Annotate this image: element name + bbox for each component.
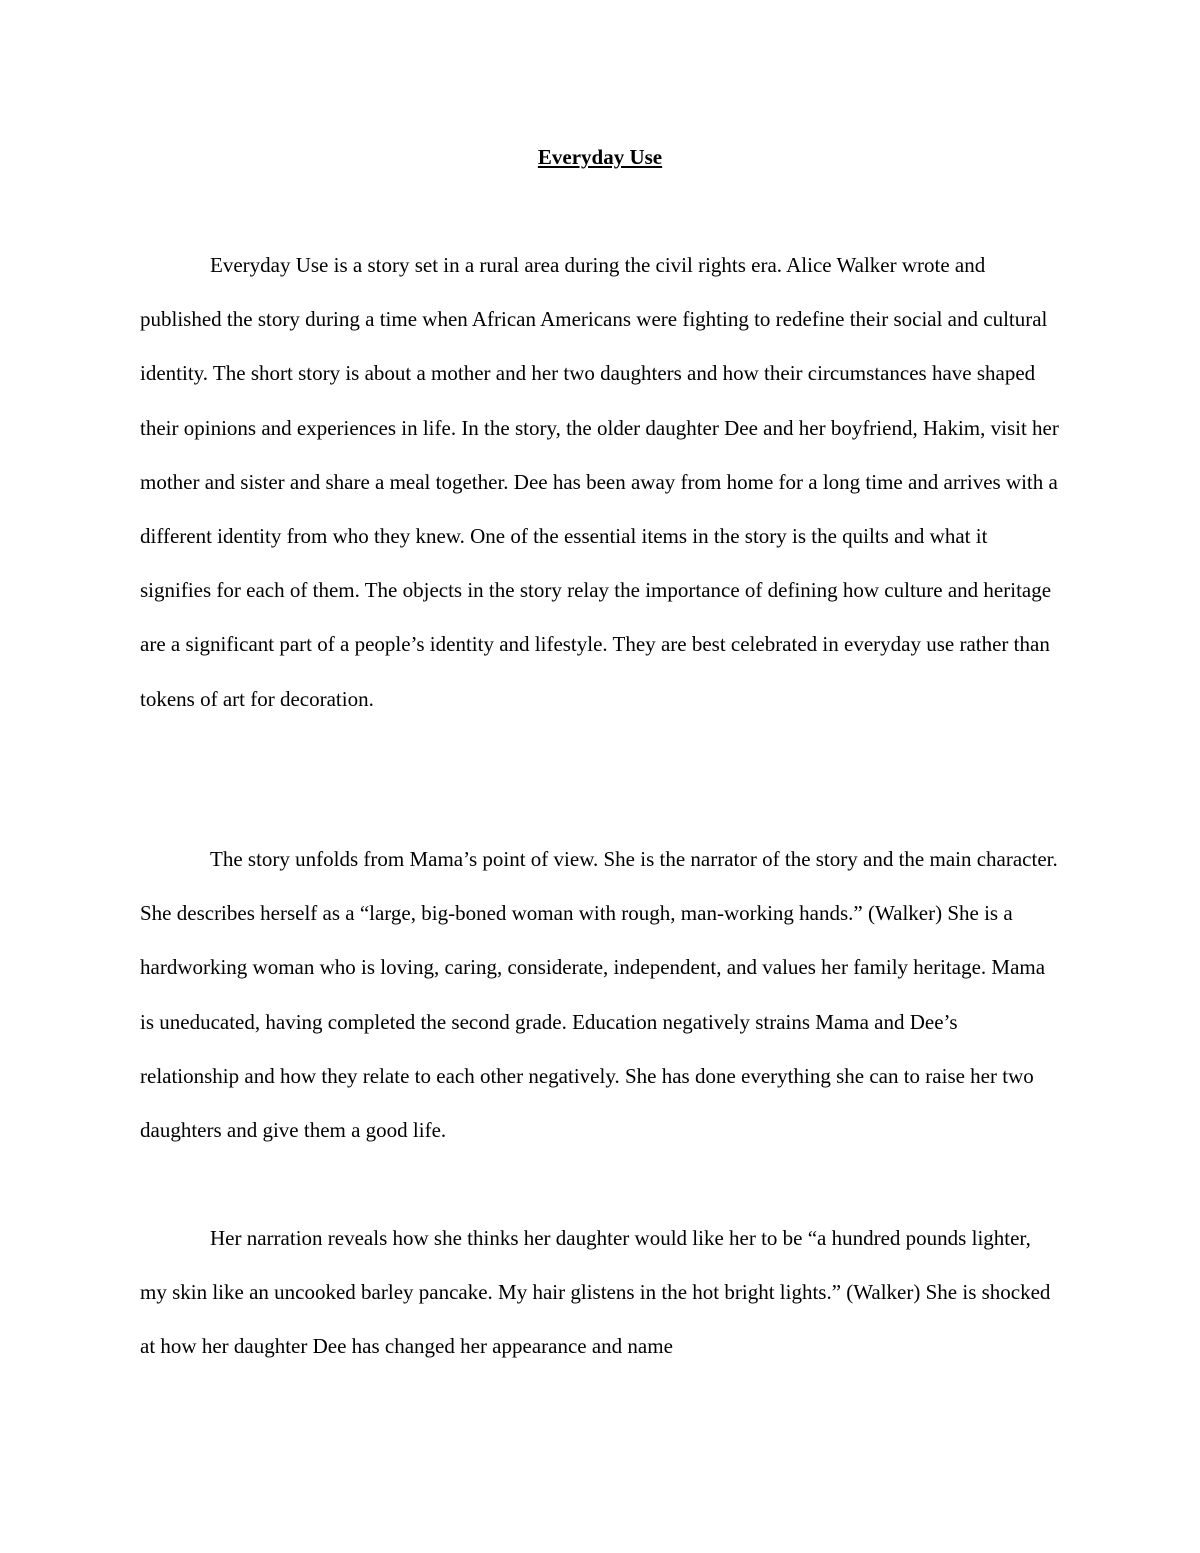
paragraph-intro: Everyday Use is a story set in a rural area during the civil rights era. Alice Walker wrote and published the story during a time when African Americans were fighting to redefine their social and cultural identity. The short story is about a mother and her two daughters and how their circumstances have shaped their opinions and experiences in life. In the story, the older daughter Dee and her boyfriend, Hakim, visit her mother and sister and share a meal together. Dee has been away from home for a long time and arrives with a different identity from who they knew. One of the essential items in the story is the quilts and what it signifies for each of them. The objects in the story relay the importance of defining how culture and heritage are a significant part of a people’s identity and lifestyle. They are best celebrated in everyday use rather than tokens of art for decoration.: [140, 253, 1059, 711]
paragraph-narration: Her narration reveals how she thinks her daughter would like her to be “a hundred pounds lighter, my skin like an uncooked barley pancake. My hair glistens in the hot bright lights.” (Walker) She is shocked at how her daughter Dee has changed her appearance and name: [140, 1226, 1051, 1359]
paragraph-mama-pov: The story unfolds from Mama’s point of view. She is the narrator of the story and the main character. She describes herself as a “large, big-boned woman with rough, man-working hands.” (Walker) She is a hardworking woman who is loving, caring, considerate, independent, and values her family heritage. Mama is uneducated, having completed the second grade. Education negatively strains Mama and Dee’s relationship and how they relate to each other negatively. She has done everything she can to raise her two daughters and give them a good life.: [140, 847, 1058, 1143]
page-title: Everyday Use: [537, 145, 663, 169]
